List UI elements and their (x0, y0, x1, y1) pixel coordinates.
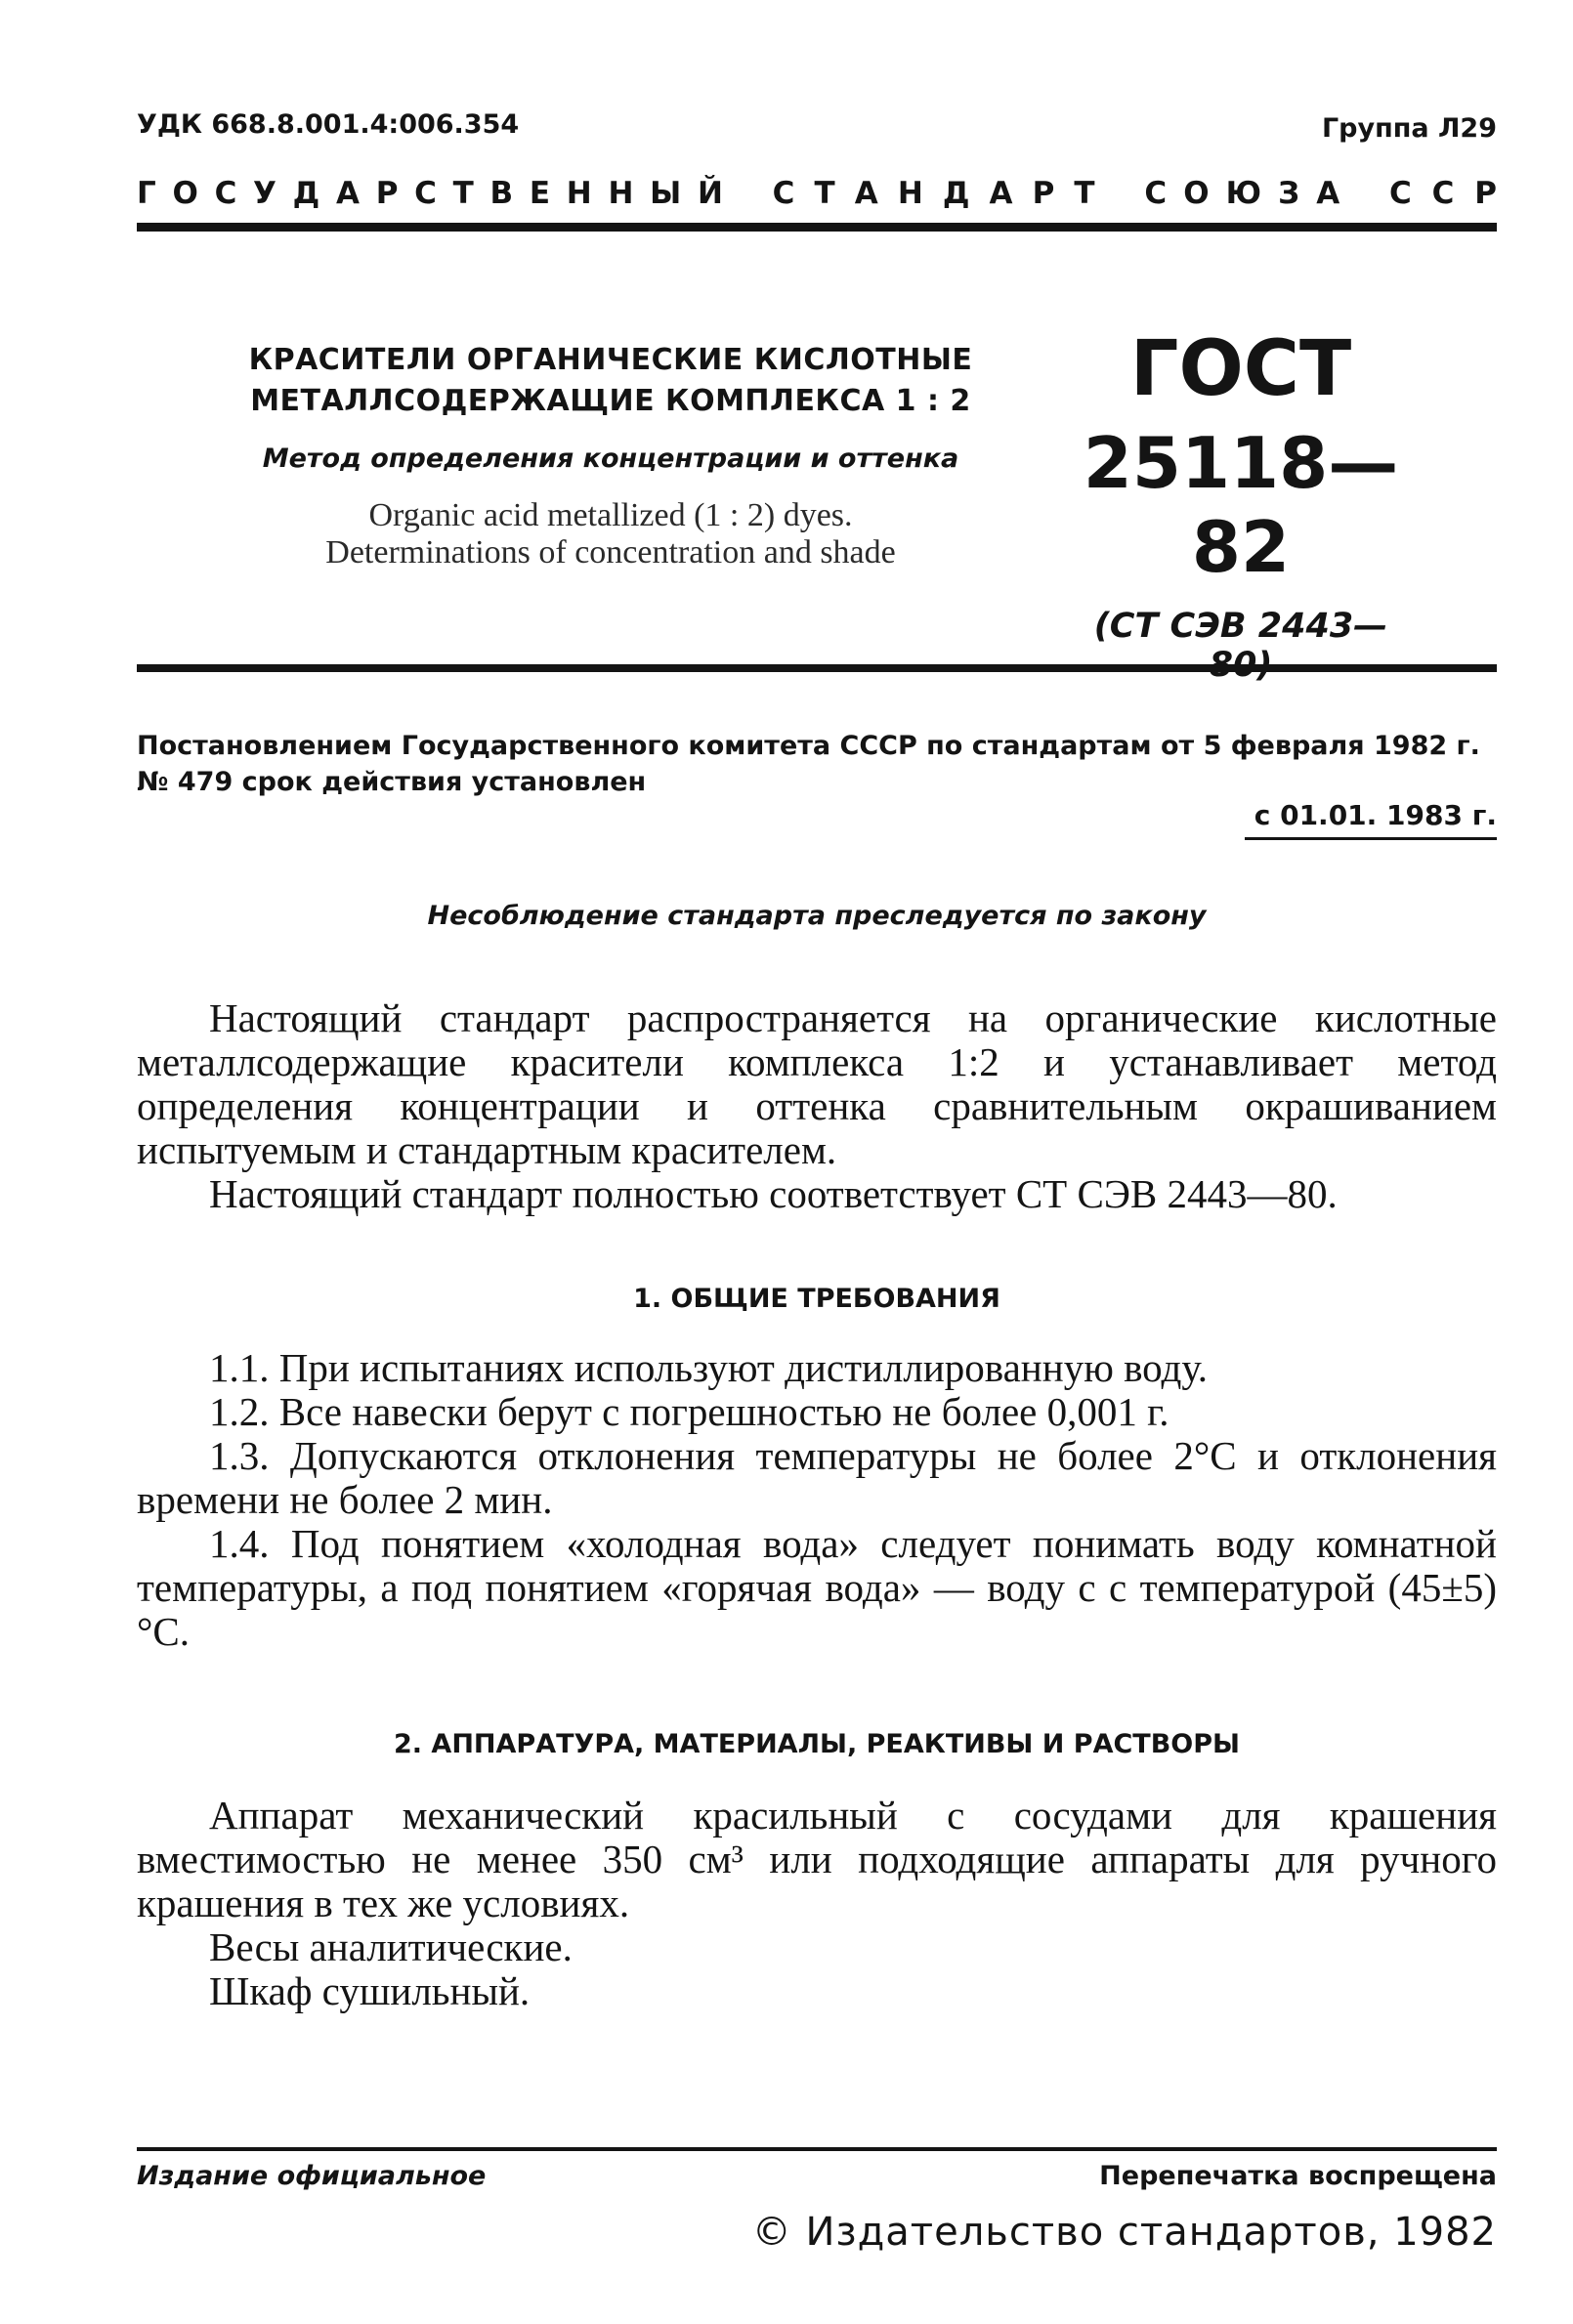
equipment-item-2: Весы аналитические. (209, 1924, 573, 1969)
clause-1-4: 1.4. Под понятием «холодная вода» следует понимать воду комнатной температуры, а под понятием «горячая вода» — воду с с температурой (45±5)°С. (137, 1521, 1497, 1654)
middle-rule (137, 664, 1497, 672)
decree-text: Постановлением Государственного комитета СССР по стандартам от 5 февраля 1982 г. № 479 срок действия установлен (137, 731, 1480, 797)
section-1-body (137, 1346, 1497, 1654)
section-2-body (137, 1794, 1497, 2013)
gost-number: 25118—82 (1083, 422, 1399, 588)
publisher-name: Издательство стандартов, 1982 (805, 2210, 1497, 2255)
clause-1-2: 1.2. Все навески берут с погрешностью не более 0,001 г. (209, 1389, 1169, 1434)
section-1-title: 1. ОБЩИЕ ТРЕБОВАНИЯ (633, 1284, 1000, 1314)
effective-date: с 01.01. 1983 г. (1245, 799, 1497, 840)
title-block (225, 340, 997, 571)
state-standard-banner (137, 176, 1497, 211)
banner-word-4: С С Р (1388, 176, 1497, 211)
intro-section (137, 996, 1497, 1216)
title-line-2: МЕТАЛЛСОДЕРЖАЩИЕ КОМПЛЕКСА 1 : 2 (250, 384, 971, 418)
group-code: Группа Л29 (1321, 113, 1497, 144)
english-title-line-1: Organic acid metallized (1 : 2) dyes. (368, 497, 853, 533)
law-warning: Несоблюдение стандарта преследуется по закону (427, 901, 1207, 931)
gost-label: ГОСТ (1129, 325, 1352, 413)
section-2-title: 2. АППАРАТУРА, МАТЕРИАЛЫ, РЕАКТИВЫ И РАСТВОРЫ (393, 1729, 1241, 1759)
banner-word-3: С О Ю З А (1144, 176, 1340, 211)
reprint-prohibited-label: Перепечатка воспрещена (1099, 2161, 1497, 2191)
top-rule (137, 223, 1497, 232)
equipment-item-3: Шкаф сушильный. (209, 1968, 531, 2013)
copyright-icon: © (751, 2210, 792, 2255)
official-edition-label: Издание официальное (137, 2161, 487, 2191)
banner-word-1: Г О С У Д А Р С Т В Е Н Н Ы Й (137, 176, 723, 211)
english-title-line-2: Determinations of concentration and shade (325, 534, 896, 570)
publisher-line (752, 2210, 1497, 2255)
clause-1-3: 1.3. Допускаются отклонения температуры не более 2°С и отклонения времени не более 2 мин. (137, 1433, 1497, 1522)
clause-1-1: 1.1. При испытаниях используют дистиллированную воду. (209, 1345, 1208, 1390)
designation-block (1065, 327, 1417, 685)
subtitle: Метод определения концентрации и оттенка (262, 444, 959, 474)
banner-word-2: С Т А Н Д А Р Т (772, 176, 1095, 211)
intro-paragraph-2: Настоящий стандарт полностью соответствует СТ СЭВ 2443—80. (209, 1171, 1338, 1216)
equipment-item-1: Аппарат механический красильный с сосудами для крашения вместимостью не менее 350 см³ или подходящие аппараты для ручного крашения в тех же условиях. (137, 1793, 1497, 1925)
udk-code: УДК 668.8.001.4:006.354 (137, 109, 520, 140)
intro-paragraph-1: Настоящий стандарт распространяется на органические кислотные металлсодержащие красители комплекса 1:2 и устанавливает метод определения концентрации и оттенка сравнительным окрашиванием испытуемым и стандартным красителем. (137, 995, 1497, 1172)
sev-reference: (СТ СЭВ 2443— (1093, 607, 1388, 646)
title-line-1: КРАСИТЕЛИ ОРГАНИЧЕСКИЕ КИСЛОТНЫЕ (248, 343, 973, 377)
bottom-rule (137, 2147, 1497, 2151)
